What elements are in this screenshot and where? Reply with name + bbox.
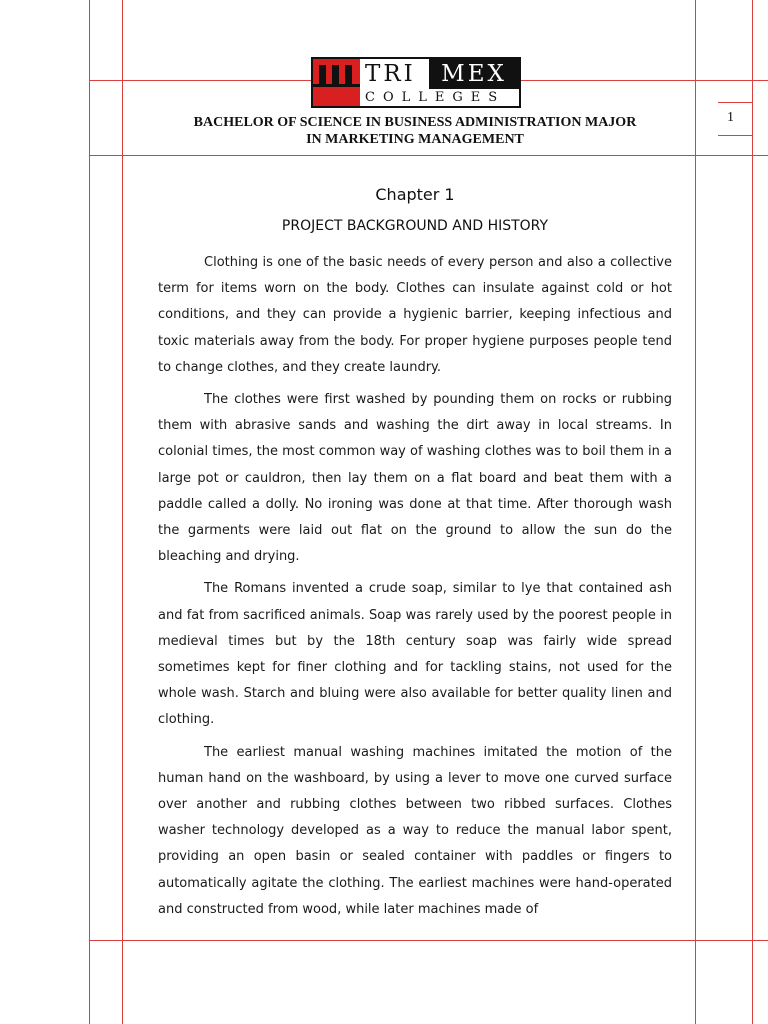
guide-line-header	[89, 155, 768, 156]
paragraph: The earliest manual washing machines imitated the motion of the human hand on the washboard, by using a lever to move one curved surface over another and rubbing clothes between two ribbed surfaces. Clothes washer technology developed as a way to reduce the manual labor spent, providing an open basin or sealed container with paddles or fingers to automatically agitate the clothing. The earliest machines were hand-operated and constructed from wood, while later machines made of	[158, 744, 672, 917]
guide-line-top	[89, 80, 311, 81]
guide-line-inner-right	[695, 0, 696, 1024]
logo-bar	[319, 65, 326, 84]
chapter-title: PROJECT BACKGROUND AND HISTORY	[281, 218, 549, 234]
page-number: 1	[727, 110, 734, 125]
body-text	[158, 250, 672, 929]
trimex-logo	[311, 57, 521, 108]
guide-line-top-right	[521, 80, 768, 81]
logo-bar	[345, 65, 352, 84]
guide-line-right	[752, 0, 753, 1024]
guide-line-page-number	[718, 102, 752, 103]
logo-text-colleges: COLLEGES	[365, 90, 506, 105]
logo-text-mex: MEX	[429, 59, 519, 89]
guide-line-inner-left	[122, 0, 123, 1024]
logo-text-tri: TRI	[365, 61, 416, 87]
paragraph: Clothing is one of the basic needs of every person and also a collective term for items worn on the body. Clothes can insulate against cold or hot conditions, and they can provide a hygienic barrier, keeping infectious and toxic materials away from the body. For proper hygiene purposes people tend to change clothes, and they create laundry.	[158, 255, 672, 375]
guide-line-left	[89, 0, 90, 1024]
degree-line-1: BACHELOR OF SCIENCE IN BUSINESS ADMINISTRATION MAJOR	[193, 115, 637, 130]
logo-emblem	[313, 59, 360, 106]
logo-bar	[332, 65, 339, 84]
paragraph: The Romans invented a crude soap, similar to lye that contained ash and fat from sacrificed animals. Soap was rarely used by the poorest people in medieval times but by the 18th century soap was fairly wide spread sometimes kept for finer clothing and for tackling stains, not used for the whole wash. Starch and bluing were also available for better quality linen and clothing.	[158, 581, 672, 728]
degree-header	[120, 114, 710, 148]
degree-line-2: IN MARKETING MANAGEMENT	[306, 132, 524, 147]
paragraph: The clothes were first washed by pounding them on rocks or rubbing them with abrasive sands and washing the dirt away in local streams. In colonial times, the most common way of washing clothes was to boil them in a large pot or cauldron, then lay them on a flat board and beat them with a paddle called a dolly. No ironing was done at that time. After thorough wash the garments were laid out flat on the ground to allow the sun do the bleaching and drying.	[158, 392, 672, 565]
guide-line-bottom	[89, 940, 768, 941]
guide-line-page-number-lower	[718, 135, 752, 136]
logo-base	[313, 84, 360, 87]
chapter-label: Chapter 1	[375, 185, 455, 204]
